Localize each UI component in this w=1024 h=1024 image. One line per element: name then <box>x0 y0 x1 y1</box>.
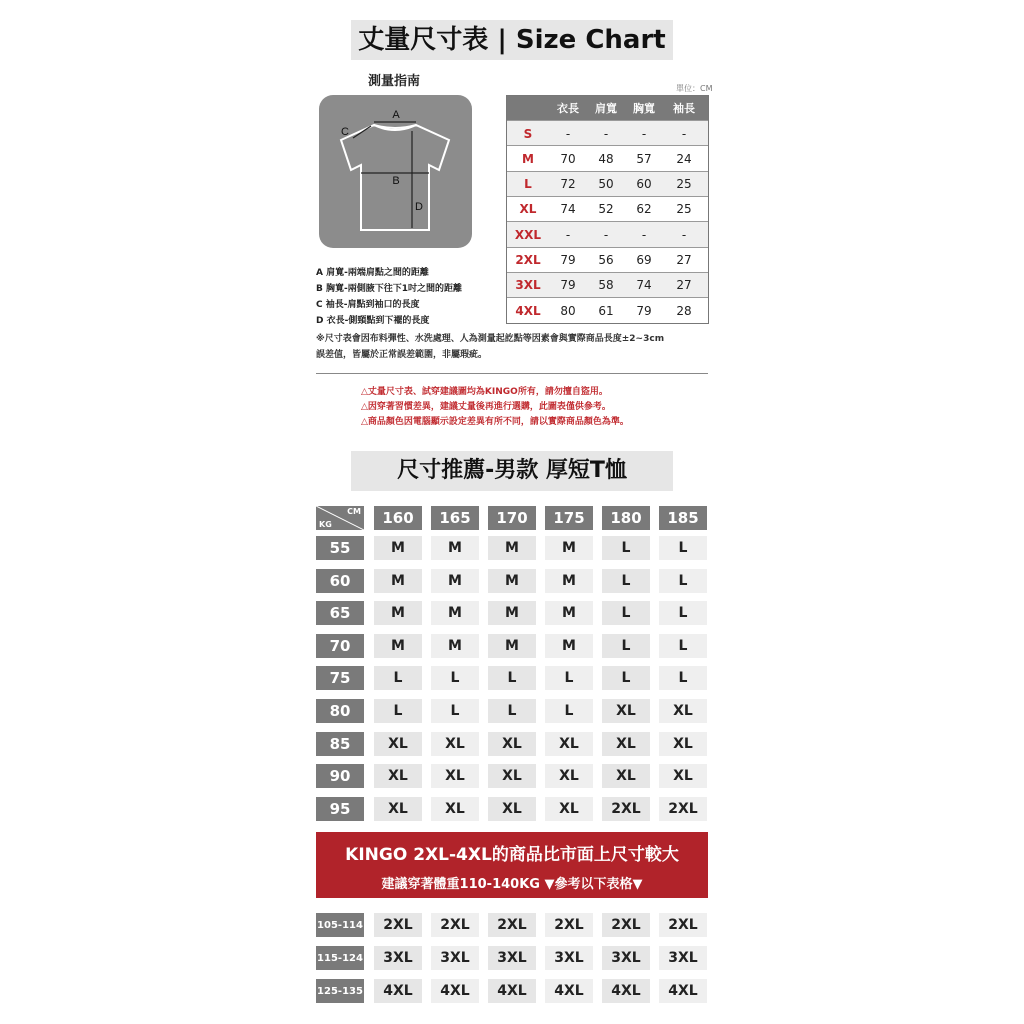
height-header: 170 <box>488 506 536 530</box>
size-label: 2XL <box>515 253 541 267</box>
size-cell: L <box>659 536 707 560</box>
size-cell: L <box>659 569 707 593</box>
measurement-value: 58 <box>598 278 614 293</box>
measurement-value: - <box>565 126 571 141</box>
large-size-cell: 2XL <box>602 913 650 937</box>
size-cell: XL <box>488 732 536 756</box>
large-size-cell: 4XL <box>374 979 422 1003</box>
size-cell: L <box>602 634 650 658</box>
size-cell: M <box>431 536 479 560</box>
large-size-cell: 2XL <box>488 913 536 937</box>
size-cell: XL <box>602 699 650 723</box>
size-label: XL <box>519 202 537 217</box>
size-cell: L <box>659 634 707 658</box>
height-header: 185 <box>659 506 707 530</box>
measurement-value: - <box>641 227 647 242</box>
measurement-note <box>316 331 716 363</box>
size-cell: L <box>431 666 479 690</box>
size-cell: XL <box>545 764 593 788</box>
warning-2: △因穿著習慣差異，建議丈量後再進行選購，此圖表僅供參考。 <box>361 402 611 412</box>
header-shoulder: 肩寬 <box>595 102 617 115</box>
measurement-value: 24 <box>676 151 692 166</box>
size-cell: M <box>374 634 422 658</box>
size-cell: M <box>431 569 479 593</box>
measurement-value: 72 <box>560 177 576 192</box>
measurement-value: - <box>603 227 609 242</box>
warning-3: △商品顏色因電腦顯示設定差異有所不同，請以實際商品顏色為準。 <box>361 417 629 427</box>
size-recommendation-grid <box>316 506 708 822</box>
size-cell: XL <box>545 732 593 756</box>
size-cell: L <box>488 699 536 723</box>
measurement-value: 74 <box>560 202 576 217</box>
large-size-cell: 3XL <box>545 946 593 970</box>
size-cell: M <box>488 536 536 560</box>
legend-d: D 衣長-側頸點到下襬的長度 <box>316 316 430 326</box>
measurement-value: 25 <box>676 202 692 217</box>
size-cell: M <box>545 569 593 593</box>
large-size-cell: 3XL <box>602 946 650 970</box>
size-cell: L <box>374 699 422 723</box>
weight-label: 95 <box>316 797 364 821</box>
size-cell: L <box>545 699 593 723</box>
weight-label: 60 <box>316 569 364 593</box>
size-cell: M <box>431 601 479 625</box>
measurement-value: 79 <box>560 253 576 267</box>
tshirt-illustration <box>319 95 472 248</box>
height-header: 165 <box>431 506 479 530</box>
recommendation-title: 尺寸推薦-男款 厚短T恤 <box>351 451 673 491</box>
large-size-cell: 4XL <box>659 979 707 1003</box>
measurement-row <box>507 272 708 298</box>
size-cell: L <box>488 666 536 690</box>
measurement-value: 62 <box>636 202 652 217</box>
size-chart-title: 丈量尺寸表 | Size Chart <box>351 20 673 60</box>
size-cell: XL <box>659 699 707 723</box>
height-header: 160 <box>374 506 422 530</box>
size-cell: XL <box>602 732 650 756</box>
size-cell: XL <box>374 764 422 788</box>
size-cell: XL <box>431 797 479 821</box>
measurement-value: 61 <box>598 303 614 318</box>
note-line-1: ※尺寸表會因布料彈性、水洗處理、人為測量起訖點等因素會與實際商品長度±2~3cm <box>316 334 665 344</box>
banner-line-1: KINGO 2XL-4XL的商品比市面上尺寸較大 <box>345 845 679 865</box>
large-size-cell: 3XL <box>431 946 479 970</box>
size-cell: 2XL <box>659 797 707 821</box>
size-cell: M <box>431 634 479 658</box>
measurement-value: - <box>641 126 647 141</box>
size-cell: L <box>602 601 650 625</box>
size-cell: XL <box>659 764 707 788</box>
size-label: L <box>524 177 532 192</box>
header-chest: 胸寬 <box>633 102 655 115</box>
measurement-value: - <box>681 227 687 242</box>
measurement-row <box>507 247 708 273</box>
grid-corner <box>316 506 364 530</box>
measurement-value: 74 <box>636 278 652 293</box>
large-size-cell: 4XL <box>488 979 536 1003</box>
size-cell: XL <box>545 797 593 821</box>
measurement-value: 48 <box>598 151 614 166</box>
size-cell: XL <box>431 764 479 788</box>
header-length: 衣長 <box>557 102 579 115</box>
measurement-value: 50 <box>598 177 614 192</box>
unit-label: 單位：CM <box>676 84 713 93</box>
size-cell: XL <box>659 732 707 756</box>
measurement-row <box>507 145 708 171</box>
size-cell: M <box>374 601 422 625</box>
label-d: D <box>415 201 423 213</box>
weight-label: 75 <box>316 666 364 690</box>
weight-range-label: 115-124 <box>316 946 364 970</box>
measurement-guide-title: 測量指南 <box>368 74 421 89</box>
large-size-cell: 3XL <box>659 946 707 970</box>
measurement-value: 79 <box>636 303 652 318</box>
size-cell: M <box>545 634 593 658</box>
large-size-cell: 2XL <box>545 913 593 937</box>
warning-1: △丈量尺寸表、試穿建議圖均為KINGO所有，請勿擅自盜用。 <box>361 387 608 397</box>
size-cell: XL <box>488 797 536 821</box>
legend-c: C 袖長-肩點到袖口的長度 <box>316 300 420 310</box>
measurement-value: 60 <box>636 177 652 192</box>
large-size-cell: 4XL <box>431 979 479 1003</box>
measurement-value: 80 <box>560 303 576 318</box>
size-cell: M <box>545 601 593 625</box>
size-cell: L <box>659 666 707 690</box>
label-c: C <box>341 126 349 138</box>
weight-range-label: 125-135 <box>316 979 364 1003</box>
size-cell: 2XL <box>602 797 650 821</box>
weight-label: 65 <box>316 601 364 625</box>
size-cell: M <box>488 634 536 658</box>
size-label: XXL <box>514 227 542 242</box>
size-cell: M <box>488 569 536 593</box>
size-label: 3XL <box>515 278 541 293</box>
measurement-value: 25 <box>676 177 692 192</box>
size-cell: L <box>659 601 707 625</box>
measurement-table <box>506 95 709 324</box>
weight-label: 90 <box>316 764 364 788</box>
tshirt-outline-icon <box>319 95 472 248</box>
measurement-row <box>507 297 708 323</box>
corner-kg-label: KG <box>319 520 332 529</box>
height-header: 180 <box>602 506 650 530</box>
size-label: 4XL <box>515 303 541 318</box>
measurement-value: - <box>603 126 609 141</box>
size-cell: M <box>545 536 593 560</box>
size-label: S <box>523 126 533 141</box>
measurement-value: 57 <box>636 151 652 166</box>
measurement-value: - <box>565 227 571 242</box>
size-label: M <box>522 151 534 166</box>
label-b: B <box>392 175 400 187</box>
weight-label: 70 <box>316 634 364 658</box>
weight-label: 85 <box>316 732 364 756</box>
size-cell: L <box>602 569 650 593</box>
large-size-grid <box>316 913 708 1005</box>
size-cell: L <box>431 699 479 723</box>
measurement-row <box>507 221 708 247</box>
legend-a: A 肩寬-兩端肩點之間的距離 <box>316 268 429 278</box>
divider <box>316 373 708 374</box>
weight-range-label: 105-114 <box>316 913 364 937</box>
header-sleeve: 袖長 <box>673 102 695 115</box>
size-cell: XL <box>431 732 479 756</box>
size-cell: M <box>374 569 422 593</box>
banner-line-2: 建議穿著體重110-140KG ▼參考以下表格▼ <box>381 877 643 892</box>
measurement-row <box>507 196 708 222</box>
large-size-cell: 4XL <box>602 979 650 1003</box>
measurement-value: 28 <box>676 303 692 318</box>
note-line-2: 誤差值，皆屬於正常誤差範圍，非屬瑕疵。 <box>316 350 488 360</box>
size-cell: L <box>374 666 422 690</box>
measurement-table-header <box>507 96 708 120</box>
measurement-value: - <box>681 126 687 141</box>
measurement-value: 52 <box>598 202 614 217</box>
size-cell: L <box>602 666 650 690</box>
legend-b: B 胸寬-兩側腋下往下1吋之間的距離 <box>316 284 462 294</box>
size-cell: XL <box>374 732 422 756</box>
large-size-cell: 4XL <box>545 979 593 1003</box>
measurement-value: 69 <box>636 253 652 267</box>
size-cell: M <box>374 536 422 560</box>
measurement-value: 56 <box>598 253 614 267</box>
large-size-cell: 2XL <box>374 913 422 937</box>
measurement-value: 70 <box>560 151 576 166</box>
measurement-value: 27 <box>676 253 692 267</box>
label-a: A <box>392 109 400 121</box>
large-size-cell: 3XL <box>488 946 536 970</box>
weight-label: 80 <box>316 699 364 723</box>
corner-cm-label: CM <box>347 507 361 516</box>
measurement-value: 79 <box>560 278 576 293</box>
large-size-cell: 3XL <box>374 946 422 970</box>
height-header: 175 <box>545 506 593 530</box>
measurement-row <box>507 171 708 197</box>
size-cell: XL <box>374 797 422 821</box>
large-size-cell: 2XL <box>659 913 707 937</box>
large-size-cell: 2XL <box>431 913 479 937</box>
measurement-value: 27 <box>676 278 692 293</box>
size-cell: M <box>488 601 536 625</box>
size-cell: XL <box>602 764 650 788</box>
weight-label: 55 <box>316 536 364 560</box>
large-size-banner <box>316 832 708 898</box>
size-cell: XL <box>488 764 536 788</box>
measurement-row <box>507 120 708 146</box>
size-cell: L <box>602 536 650 560</box>
size-cell: L <box>545 666 593 690</box>
